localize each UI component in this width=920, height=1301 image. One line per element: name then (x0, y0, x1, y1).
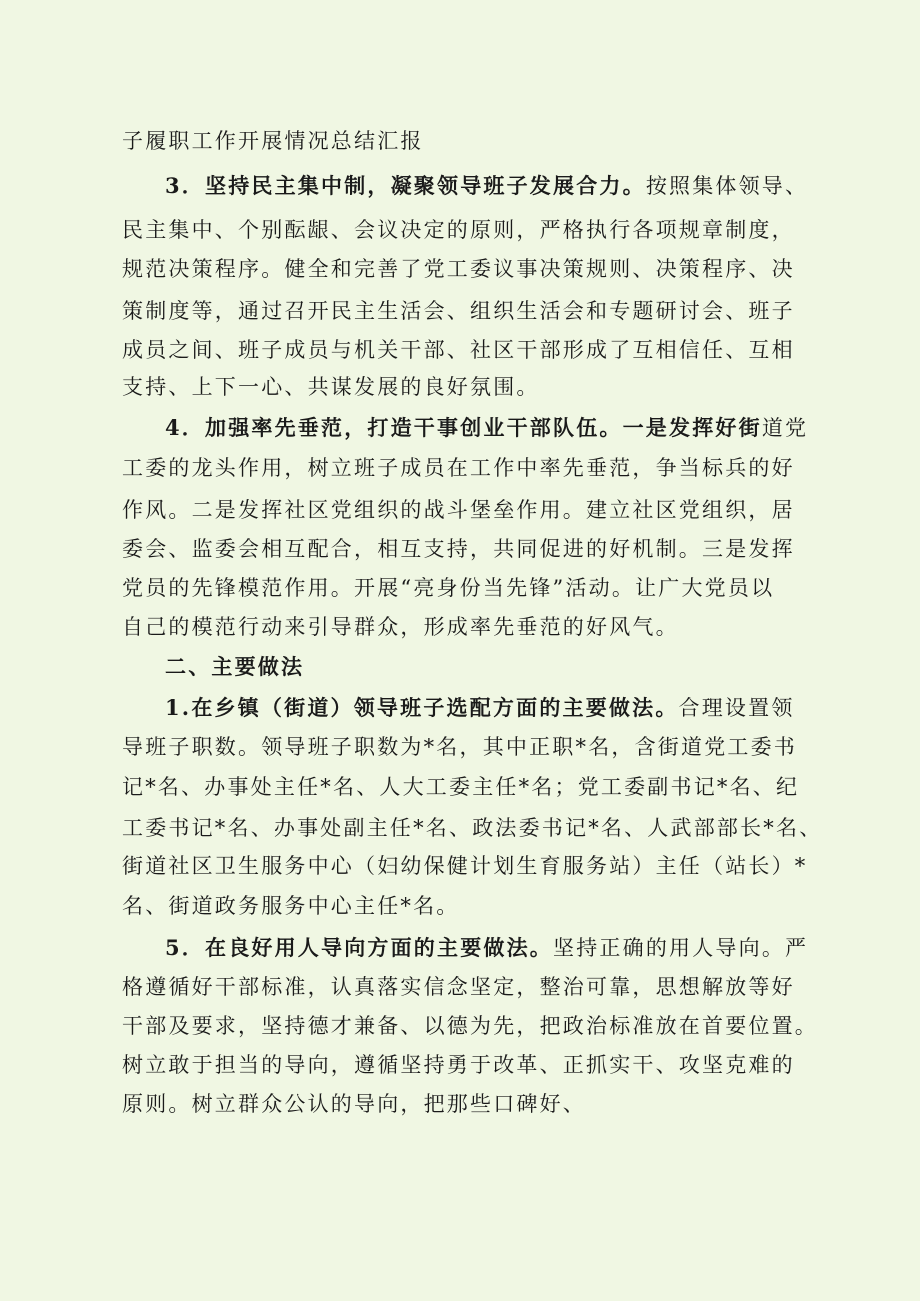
text-line: 党员的先锋模范作用。开展“亮身份当先锋”活动。让广大党员以 (122, 576, 775, 600)
text-line: 委会、监委会相互配合，相互支持，共同促进的好机制。三是发挥 (122, 537, 795, 561)
text-line: 作风。二是发挥社区党组织的战斗堡垒作用。建立社区党组织，居 (122, 498, 795, 522)
paragraph-5-first-line: 5．在良好用人导向方面的主要做法。坚持正确的用人导向。严 (165, 935, 809, 960)
paragraph-lead: 1.在乡镇（街道）领导班子选配方面的主要做法。 (165, 695, 679, 720)
paragraph-1-first-line: 1.在乡镇（街道）领导班子选配方面的主要做法。合理设置领 (165, 695, 795, 720)
text-line: 干部及要求，坚持德才兼备、以德为先，把政治标准放在首要位置。 (122, 1014, 818, 1038)
text-line: 支持、上下一心、共谋发展的良好氛围。 (122, 375, 540, 399)
text-line: 规范决策程序。健全和完善了党工委议事决策规则、决策程序、决 (122, 257, 795, 281)
text-line: 原则。树立群众公认的导向，把那些口碑好、 (122, 1092, 586, 1116)
text-line: 街道社区卫生服务中心（妇幼保健计划生育服务站）主任（站长）* (122, 854, 808, 878)
text-line: 格遵循好干部标准，认真落实信念坚定，整治可靠，思想解放等好 (122, 975, 795, 999)
text-line: 工委书记*名、办事处副主任*名、政法委书记*名、人武部部长*名、 (122, 816, 823, 840)
paragraph-lead: 5．在良好用人导向方面的主要做法。 (165, 935, 554, 960)
paragraph-4-first-line: 4．加强率先垂范，打造干事创业干部队伍。一是发挥好街道党 (165, 415, 809, 440)
text-line: 工委的龙头作用，树立班子成员在工作中率先垂范，争当标兵的好 (122, 456, 795, 480)
text-line: 名、街道政务服务中心主任*名。 (122, 894, 460, 918)
paragraph-lead: 4．加强率先垂范，打造干事创业干部队伍。一是发挥好街 (165, 415, 762, 440)
text-line: 自己的模范行动来引导群众，形成率先垂范的好风气。 (122, 615, 679, 639)
text-line: 导班子职数。领导班子职数为*名，其中正职*名，含街道党工委书 (122, 735, 797, 759)
paragraph-lead: 3．坚持民主集中制，凝聚领导班子发展合力。 (165, 173, 646, 198)
text-line: 记*名、办事处主任*名、人大工委主任*名；党工委副书记*名、纪 (122, 775, 800, 799)
text-line: 策制度等，通过召开民主生活会、组织生活会和专题研讨会、班子 (122, 299, 795, 323)
section-heading: 二、主要做法 (165, 654, 305, 679)
text-line: 民主集中、个别酝龈、会议决定的原则，严格执行各项规章制度， (122, 218, 795, 242)
text-line: 子履职工作开展情况总结汇报 (122, 129, 424, 153)
text-line: 成员之间、班子成员与机关干部、社区干部形成了互相信任、互相 (122, 338, 795, 362)
paragraph-3-first-line: 3．坚持民主集中制，凝聚领导班子发展合力。按照集体领导、 (165, 173, 809, 198)
text-line: 树立敢于担当的导向，遵循坚持勇于改革、正抓实干、攻坚克难的 (122, 1053, 795, 1077)
